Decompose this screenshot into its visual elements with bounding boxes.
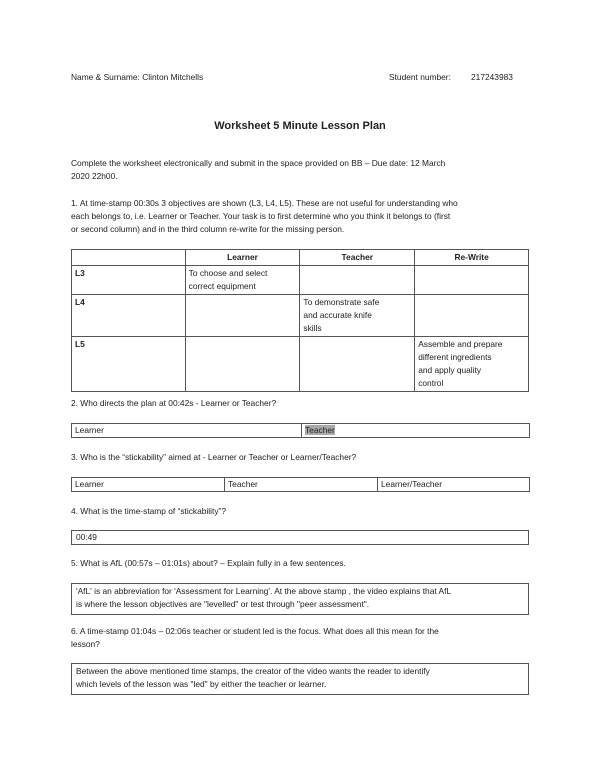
q4-answer-box[interactable] bbox=[71, 530, 529, 545]
row-label-l4: L4 bbox=[72, 295, 186, 337]
q6-answer-box[interactable] bbox=[71, 663, 529, 695]
intro-line-2: 2020 22h00. bbox=[71, 171, 118, 181]
l3-learner-line-2: correct equipment bbox=[188, 281, 256, 291]
l4-teacher-cell[interactable] bbox=[300, 295, 415, 337]
q2-option-teacher[interactable] bbox=[302, 424, 528, 437]
name-surname: Name & Surname: Clinton Mitchells bbox=[71, 72, 204, 82]
l4-teacher-line-3: skills bbox=[303, 323, 322, 333]
q5-answer-box[interactable] bbox=[71, 583, 529, 615]
row-label-l5: L5 bbox=[72, 337, 186, 392]
q1-text-1: 1. At time-stamp 00:30s 3 objectives are shown (L3, L4, L5). These are not useful for understanding who bbox=[71, 198, 458, 208]
q2-question: 2. Who directs the plan at 00:42s - Learner or Teacher? bbox=[71, 398, 277, 408]
l5-learner-cell[interactable] bbox=[185, 337, 300, 392]
l4-teacher-line-2: and accurate knife bbox=[303, 310, 372, 320]
q2-option-learner[interactable]: Learner bbox=[72, 424, 302, 437]
row-label-l3: L3 bbox=[72, 266, 186, 295]
table-header-rewrite: Re-Write bbox=[415, 250, 529, 266]
l4-rewrite-cell[interactable] bbox=[415, 295, 529, 337]
q6-answer-line-2: which levels of the lesson was "led" by either the teacher or learner. bbox=[76, 679, 327, 689]
l4-teacher-line-1: To demonstrate safe bbox=[303, 297, 380, 307]
table-header-row bbox=[72, 250, 529, 266]
l5-teacher-cell[interactable] bbox=[300, 337, 415, 392]
intro-line-1: Complete the worksheet electronically and submit in the space provided on BB – Due date: 12 March bbox=[71, 158, 446, 168]
table-row-l3 bbox=[72, 266, 529, 295]
q5-answer-line-2: is where the lesson objectives are "levelled" or test through "peer assessment". bbox=[76, 599, 370, 609]
table-header-learner: Learner bbox=[185, 250, 300, 266]
student-number-value: 217243983 bbox=[471, 72, 513, 82]
table-header-teacher: Teacher bbox=[300, 250, 415, 266]
l5-rewrite-cell[interactable] bbox=[415, 337, 529, 392]
objectives-table bbox=[71, 249, 529, 392]
table-row-l5 bbox=[72, 337, 529, 392]
q3-answer-row bbox=[71, 477, 530, 492]
student-number-label: Student number: bbox=[389, 72, 451, 82]
q3-option-teacher[interactable]: Teacher bbox=[225, 478, 378, 491]
q3-option-learner[interactable]: Learner bbox=[72, 478, 225, 491]
q6-question-1: 6. A time-stamp 01:04s – 02:06s teacher or student led is the focus. What does all this mean for the bbox=[71, 626, 439, 636]
l5-rewrite-line-3: and apply quality bbox=[418, 365, 482, 375]
l5-rewrite-line-4: control bbox=[418, 378, 444, 388]
q3-option-learner-teacher[interactable]: Learner/Teacher bbox=[381, 479, 442, 489]
q4-question: 4. What is the time-stamp of “stickability”? bbox=[71, 506, 226, 516]
q3-question: 3. Who is the “stickability” aimed at - Learner or Teacher or Learner/Teacher? bbox=[71, 452, 357, 462]
table-header-empty bbox=[72, 250, 186, 266]
q4-answer: 00:49 bbox=[76, 532, 97, 542]
l4-learner-cell[interactable] bbox=[185, 295, 300, 337]
page-title: Worksheet 5 Minute Lesson Plan bbox=[214, 120, 386, 132]
l3-learner-line-1: To choose and select bbox=[188, 268, 268, 278]
q6-question-2: lesson? bbox=[71, 639, 100, 649]
q1-text-3: or second column) and in the third column re-write for the missing person. bbox=[71, 224, 345, 234]
l5-rewrite-line-1: Assemble and prepare bbox=[418, 339, 503, 349]
l3-teacher-cell[interactable] bbox=[300, 266, 415, 295]
q2-selected-highlight: Teacher bbox=[305, 425, 335, 435]
q5-answer-line-1: 'AfL' is an abbreviation for 'Assessment for Learning'. At the above stamp , the video explains that AfL bbox=[76, 586, 452, 596]
q5-question: 5. What is AfL (00:57s – 01:01s) about? – Explain fully in a few sentences. bbox=[71, 558, 346, 568]
l3-learner-cell[interactable] bbox=[185, 266, 300, 295]
l3-rewrite-cell[interactable] bbox=[415, 266, 529, 295]
table-row-l4 bbox=[72, 295, 529, 337]
l5-rewrite-line-2: different ingredients bbox=[418, 352, 492, 362]
q6-answer-line-1: Between the above mentioned time stamps, the creator of the video wants the reader to identify bbox=[76, 666, 430, 676]
q2-answer-row bbox=[71, 423, 530, 438]
q1-text-2: each belongs to, i.e. Learner or Teacher. Your task is to first determine who you think it belongs to (first bbox=[71, 211, 451, 221]
